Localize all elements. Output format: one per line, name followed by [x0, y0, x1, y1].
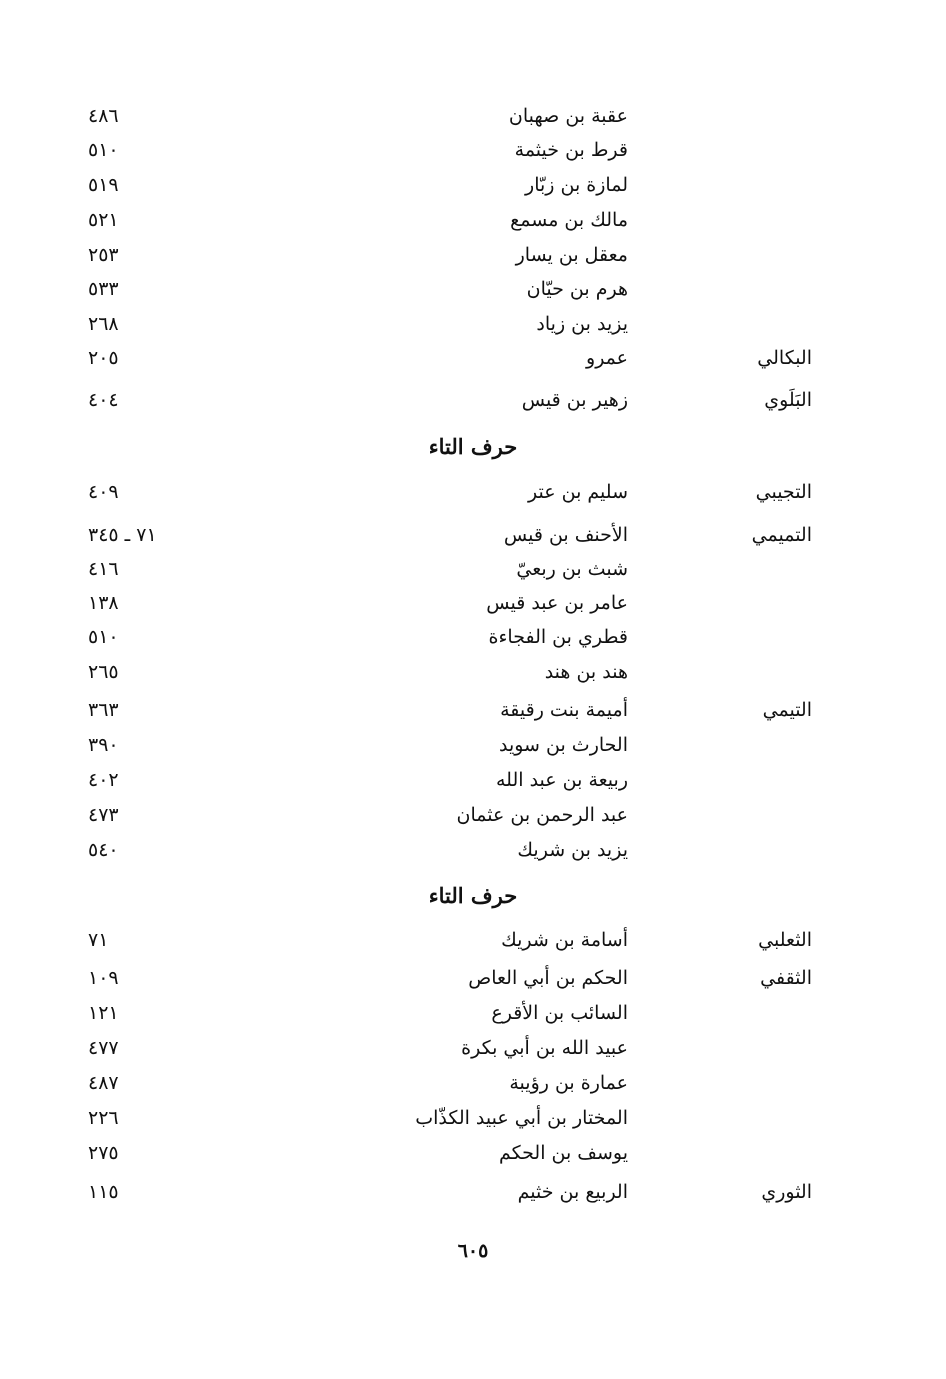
entry-name: قرط بن خيثمة: [514, 139, 628, 161]
entry-pages: ٢٧٥: [88, 1142, 119, 1164]
entry-name: سليم بن عتر: [528, 481, 628, 503]
entry-pages: ٣٩٠: [88, 734, 119, 756]
entry-name: عامر بن عبد قيس: [486, 592, 628, 614]
entry-name: المختار بن أبي عبيد الكذّاب: [415, 1107, 628, 1129]
entry-name: أميمة بنت رقيقة: [500, 699, 628, 721]
entry-pages: ٧١: [88, 929, 109, 951]
index-entry: [0, 1066, 946, 1100]
entry-pages: ١١٥: [88, 1181, 119, 1203]
index-entry: [0, 518, 946, 552]
entry-name: عبيد الله بن أبي بكرة: [461, 1037, 628, 1059]
index-entry: [0, 203, 946, 237]
entry-name: عبد الرحمن بن عثمان: [456, 804, 628, 826]
index-entry: [0, 475, 946, 509]
entry-name: السائب بن الأقرع: [491, 1002, 628, 1024]
entry-name: يزيد بن شريك: [517, 839, 628, 861]
index-entry: [0, 168, 946, 202]
entry-nisba: التميمي: [751, 524, 812, 546]
index-entry: [0, 798, 946, 832]
entry-name: مالك بن مسمع: [510, 209, 628, 231]
index-entry: [0, 728, 946, 762]
index-entry: [0, 961, 946, 995]
entry-pages: ٥١٠: [88, 139, 119, 161]
entry-pages: ٢٢٦: [88, 1107, 119, 1129]
index-entry: [0, 763, 946, 797]
entry-pages: ٥١٠: [88, 626, 119, 648]
entry-nisba: التجيبي: [755, 481, 812, 503]
entry-pages: ٤٠٤: [88, 389, 119, 411]
index-entry: [0, 383, 946, 417]
entry-name: الأحنف بن قيس: [503, 524, 628, 546]
entry-name: يزيد بن زياد: [536, 313, 628, 335]
entry-pages: ٣٦٣: [88, 699, 119, 721]
entry-pages: ١٢١: [88, 1002, 119, 1024]
entry-name: الربيع بن خثيم: [517, 1181, 628, 1203]
entry-pages: ٤٠٢: [88, 769, 119, 791]
entry-pages: ١٣٨: [88, 592, 119, 614]
index-entry: [0, 693, 946, 727]
entry-name: يوسف بن الحكم: [499, 1142, 628, 1164]
entry-nisba: الثوري: [761, 1181, 812, 1203]
entry-name: الحكم بن أبي العاص: [468, 967, 628, 989]
index-entry: [0, 1175, 946, 1209]
index-entry: [0, 586, 946, 620]
entry-name: عمرو: [586, 347, 628, 369]
section-heading: حرف التاء: [428, 883, 518, 908]
index-entry: [0, 238, 946, 272]
entry-name: الحارث بن سويد: [498, 734, 628, 756]
entry-pages: ٥١٩: [88, 174, 119, 196]
page-number: ٦٠٥: [457, 1240, 489, 1262]
entry-pages: ٢٠٥: [88, 347, 119, 369]
entry-name: معقل بن يسار: [515, 244, 628, 266]
entry-name: ربيعة بن عبد الله: [495, 769, 628, 791]
index-entry: [0, 923, 946, 957]
entry-name: عقبة بن صهبان: [508, 105, 628, 127]
entry-name: قطري بن الفجاءة: [488, 626, 628, 648]
entry-pages: ٢٥٣: [88, 244, 119, 266]
entry-name: هرم بن حيّان: [526, 278, 628, 300]
index-entry: [0, 620, 946, 654]
index-entry: [0, 1031, 946, 1065]
entry-pages: ٤٧٧: [88, 1037, 119, 1059]
entry-name: أسامة بن شريك: [501, 929, 628, 951]
index-entry: [0, 99, 946, 133]
entry-pages: ٤٨٦: [88, 105, 119, 127]
entry-nisba: التيمي: [762, 699, 812, 721]
entry-name: عمارة بن رؤيبة: [509, 1072, 628, 1094]
index-entry: [0, 1136, 946, 1170]
entry-name: هند بن هند: [544, 661, 628, 683]
entry-pages: ٤٨٧: [88, 1072, 119, 1094]
index-entry: [0, 655, 946, 689]
entry-pages: ١٠٩: [88, 967, 119, 989]
entry-name: لمازة بن زبّار: [525, 174, 628, 196]
entry-pages: ٢٦٨: [88, 313, 119, 335]
entry-name: زهير بن قيس: [521, 389, 628, 411]
entry-pages: ٥٢١: [88, 209, 119, 231]
index-entry: [0, 996, 946, 1030]
entry-name: شبث بن ربعيّ: [516, 558, 628, 580]
entry-nisba: البكالي: [757, 347, 812, 369]
entry-nisba: البَلَوي: [764, 389, 812, 411]
entry-pages: ٢٦٥: [88, 661, 119, 683]
section-heading: حرف التاء: [428, 434, 518, 459]
index-entry: [0, 341, 946, 375]
entry-pages: ٤٠٩: [88, 481, 119, 503]
index-entry: [0, 307, 946, 341]
index-entry: [0, 833, 946, 867]
index-entry: [0, 552, 946, 586]
index-entry: [0, 272, 946, 306]
entry-pages: ٧١ ـ ٣٤٥: [88, 524, 157, 546]
index-entry: [0, 1101, 946, 1135]
entry-pages: ٤٧٣: [88, 804, 119, 826]
entry-pages: ٤١٦: [88, 558, 119, 580]
entry-nisba: الثعلبي: [758, 929, 812, 951]
entry-pages: ٥٣٣: [88, 278, 119, 300]
index-entry: [0, 133, 946, 167]
entry-nisba: الثقفي: [760, 967, 812, 989]
entry-pages: ٥٤٠: [88, 839, 119, 861]
